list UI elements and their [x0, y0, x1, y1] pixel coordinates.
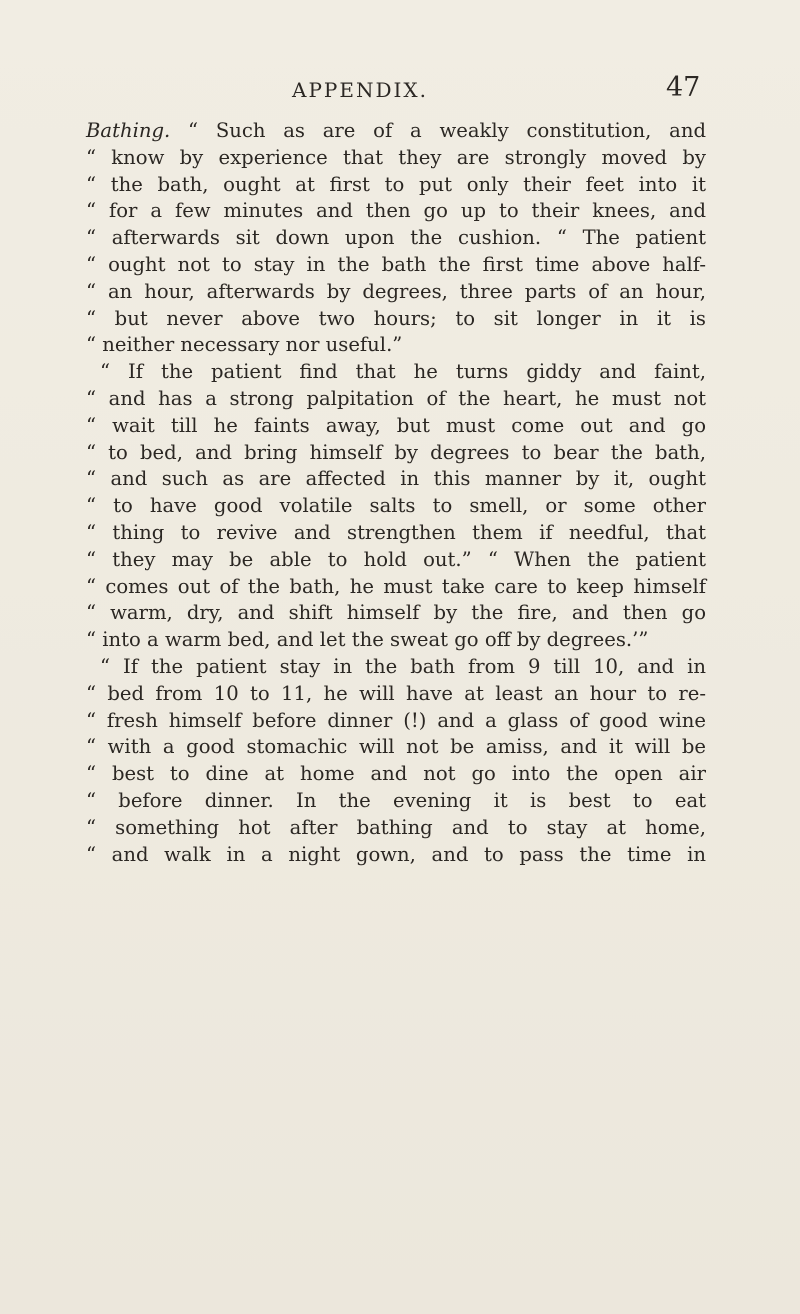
text-line: “ If the patient stay in the bath from 9 till 10, and in — [100, 654, 706, 678]
text-line: “ bed from 10 to 11, he will have at least an hour to re- — [86, 681, 706, 705]
text-line: “ neither necessary nor useful.” — [86, 333, 403, 357]
text-line-content: “ Such as are of a weakly constitution, and — [188, 119, 706, 142]
text-line: “ comes out of the bath, he must take care to keep himself — [86, 574, 706, 598]
running-head — [0, 72, 800, 112]
text-line: “ before dinner. In the evening it is best to eat — [86, 788, 706, 812]
text-line: “ ought not to stay in the bath the first time above half- — [86, 252, 706, 276]
text-line: “ an hour, afterwards by degrees, three parts of an hour, — [86, 279, 706, 303]
text-line: “ they may be able to hold out.” “ When the patient — [86, 547, 706, 571]
page-number: 47 — [666, 72, 701, 103]
text-line: “ into a warm bed, and let the sweat go off by degrees.’” — [86, 628, 649, 652]
text-line: “ fresh himself before dinner (!) and a glass of good wine — [86, 708, 706, 732]
text-line: “ wait till he faints away, but must come out and go — [86, 413, 706, 437]
text-line: “ warm, dry, and shift himself by the fire, and then go — [86, 601, 706, 625]
text-line: “ something hot after bathing and to stay at home, — [86, 815, 706, 839]
text-line: “ If the patient find that he turns giddy and faint, — [100, 360, 706, 384]
text-line: “ afterwards sit down upon the cushion. “ The patient — [86, 226, 706, 250]
text-line: “ know by experience that they are strongly moved by — [86, 145, 706, 169]
running-title: APPENDIX. — [292, 78, 428, 102]
text-line: “ the bath, ought at first to put only their feet into it — [86, 172, 706, 196]
text-line: “ with a good stomachic will not be amiss, and it will be — [86, 735, 706, 759]
text-line: “ and walk in a night gown, and to pass the time in — [86, 842, 706, 866]
text-line — [86, 118, 706, 145]
text-line: “ but never above two hours; to sit longer in it is — [86, 306, 706, 330]
text-line: “ for a few minutes and then go up to their knees, and — [86, 199, 706, 223]
body-text — [86, 118, 706, 868]
text-line: “ thing to revive and strengthen them if needful, that — [86, 520, 706, 544]
text-line: “ to bed, and bring himself by degrees to bear the bath, — [86, 440, 706, 464]
section-lead: Bathing. — [86, 119, 171, 142]
text-line: “ and such as are affected in this manner by it, ought — [86, 467, 706, 491]
text-line: “ best to dine at home and not go into the open air — [86, 762, 706, 786]
text-line: “ and has a strong palpitation of the heart, he must not — [86, 386, 706, 410]
text-line: “ to have good volatile salts to smell, or some other — [86, 494, 706, 518]
